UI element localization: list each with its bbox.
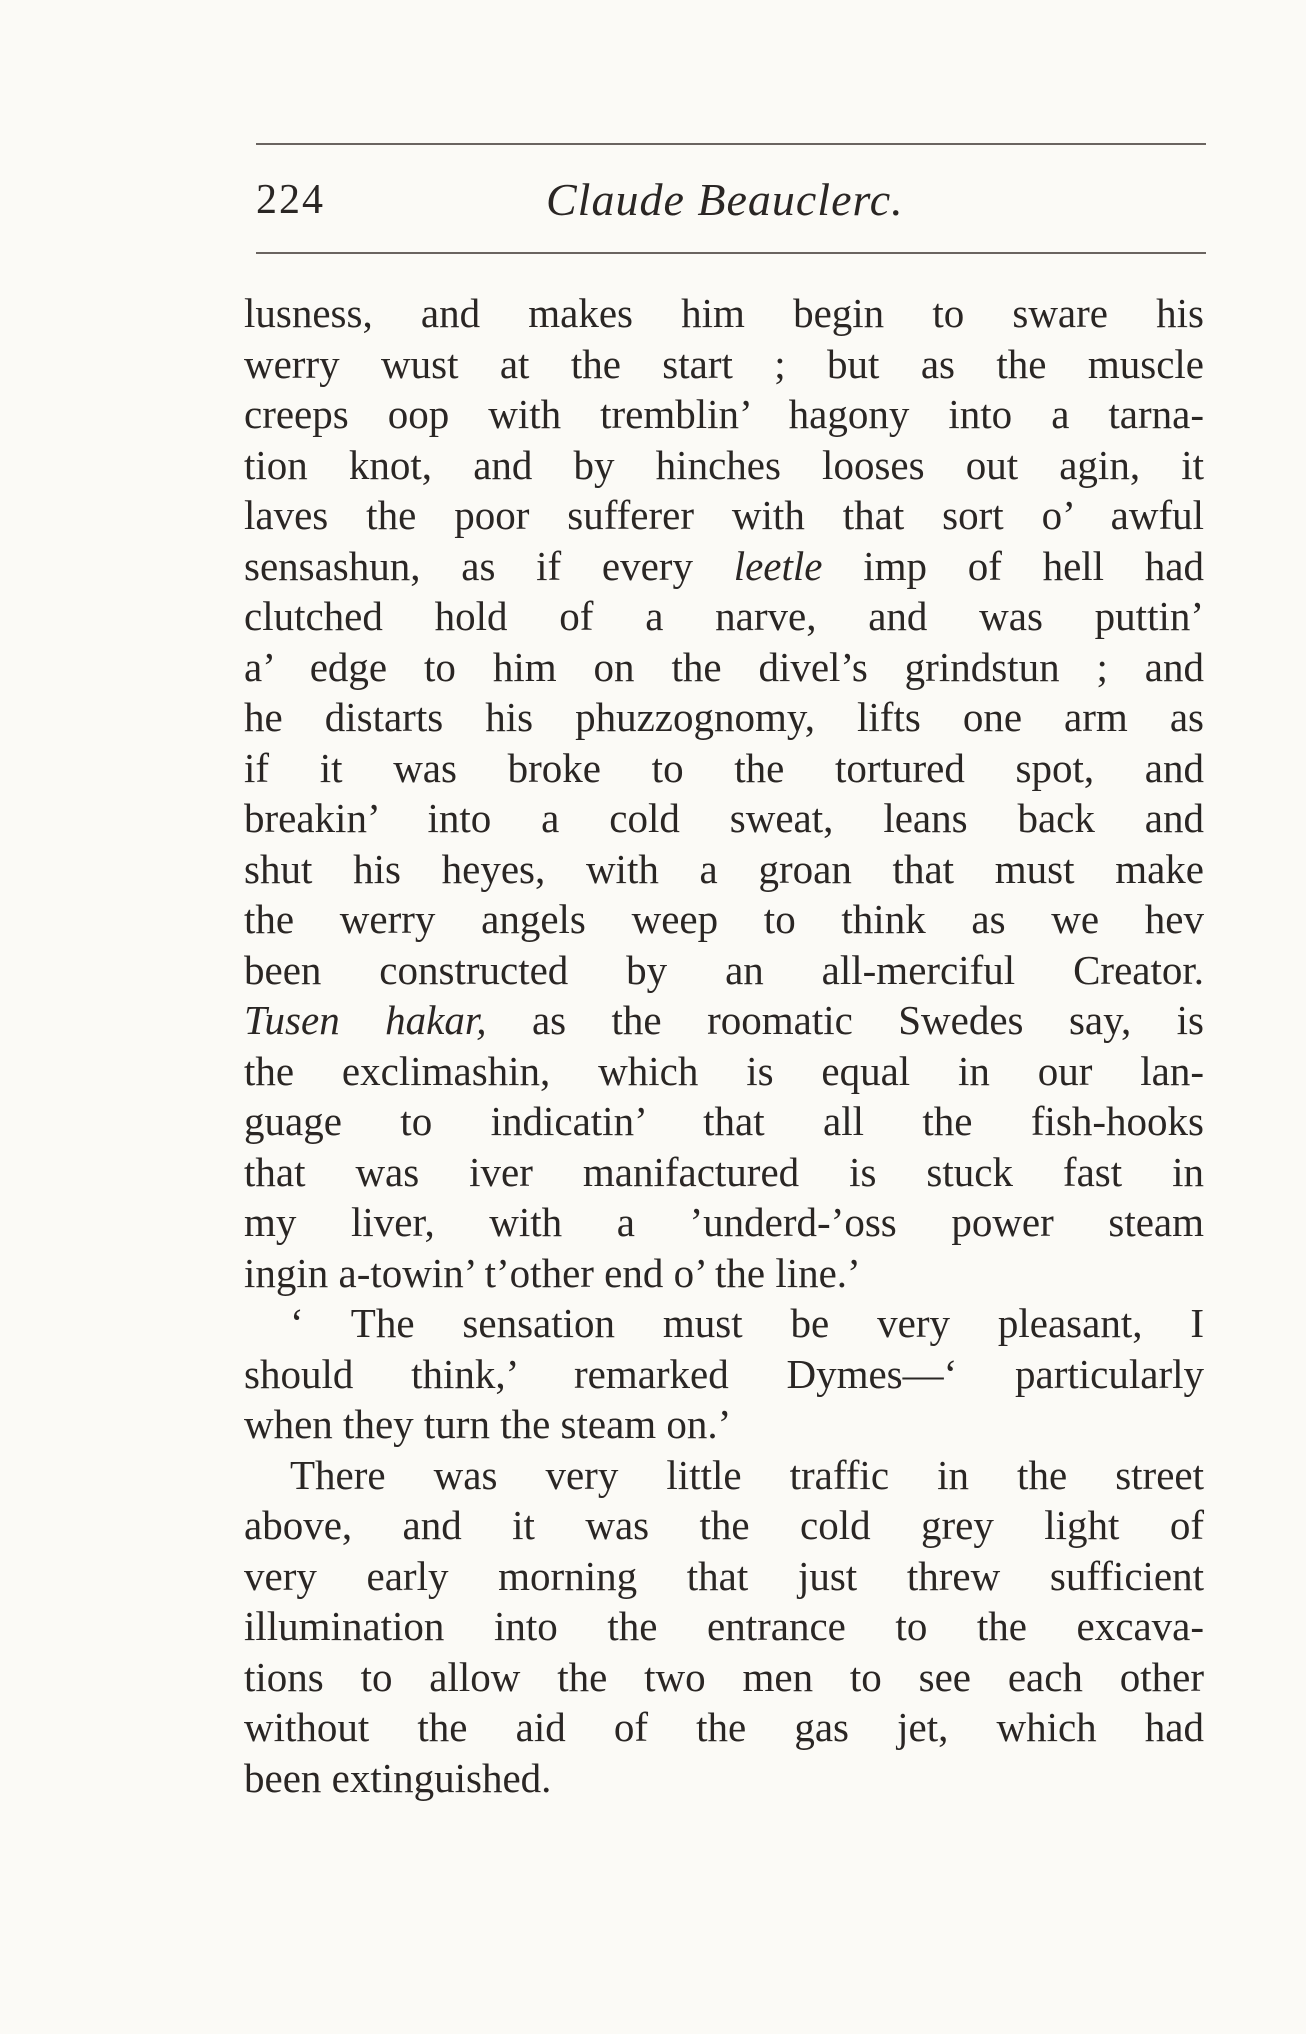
text-line: the werry angels weep to think as we hev (244, 896, 1204, 942)
text-line: when they turn the steam on.’ (244, 1401, 732, 1447)
header-top-rule (256, 143, 1206, 145)
text-line: a’ edge to him on the divel’s grindstun ; and (244, 643, 1204, 690)
text-line: There was very little traffic in the street (290, 1451, 1204, 1498)
text-run: as the roomatic Swedes say, is (486, 997, 1204, 1043)
text-line: very early morning that just threw sufficient (244, 1552, 1204, 1599)
text-line: illumination into the entrance to the excava- (244, 1603, 1204, 1649)
text-line (244, 541, 1204, 592)
text-line: tions to allow the two men to see each other (244, 1653, 1204, 1700)
text-line: above, and it was the cold grey light of (244, 1502, 1204, 1548)
text-line: creeps oop with tremblin’ hagony into a tarna- (244, 391, 1204, 437)
text-line: lusness, and makes him begin to sware his (244, 290, 1204, 336)
italic-phrase: Tusen hakar, (244, 997, 487, 1043)
text-run: imp of hell had (822, 542, 1204, 589)
text-line: clutched hold of a narve, and was puttin’ (244, 593, 1204, 639)
text-line: ‘ The sensation must be very pleasant, I (290, 1300, 1204, 1346)
text-line: the exclimashin, which is equal in our lan- (244, 1047, 1204, 1094)
text-line: he distarts his phuzzognomy, lifts one arm as (244, 694, 1204, 740)
page-header (256, 168, 1206, 232)
text-line: laves the poor sufferer with that sort o’ awful (244, 492, 1204, 538)
body-text (244, 288, 1204, 1803)
page-number: 224 (256, 177, 325, 223)
text-line: breakin’ into a cold sweat, leans back and (244, 795, 1204, 841)
text-line: guage to indicatin’ that all the fish-hooks (244, 1098, 1204, 1144)
text-line: werry wust at the start ; but as the muscle (244, 340, 1204, 387)
text-line: been constructed by an all-merciful Creator. (244, 946, 1204, 993)
running-title: Claude Beauclerc. (546, 174, 904, 225)
text-line: been extinguished. (244, 1754, 552, 1801)
text-line: tion knot, and by hinches looses out agin, it (244, 441, 1204, 488)
text-run: sensashun, as if every (244, 542, 734, 589)
header-bottom-rule (256, 252, 1206, 254)
italic-word: leetle (733, 542, 823, 589)
text-line: shut his heyes, with a groan that must make (244, 845, 1204, 892)
text-line: ingin a-towin’ t’other end o’ the line.’ (244, 1249, 861, 1296)
text-line: that was iver manifactured is stuck fast in (244, 1148, 1204, 1195)
text-line: my liver, with a ’underd-’oss power steam (244, 1199, 1204, 1245)
text-line: if it was broke to the tortured spot, and (244, 744, 1204, 791)
text-line: should think,’ remarked Dymes—‘ particularly (244, 1350, 1204, 1397)
text-line (244, 995, 1204, 1046)
text-line: without the aid of the gas jet, which had (244, 1704, 1204, 1750)
